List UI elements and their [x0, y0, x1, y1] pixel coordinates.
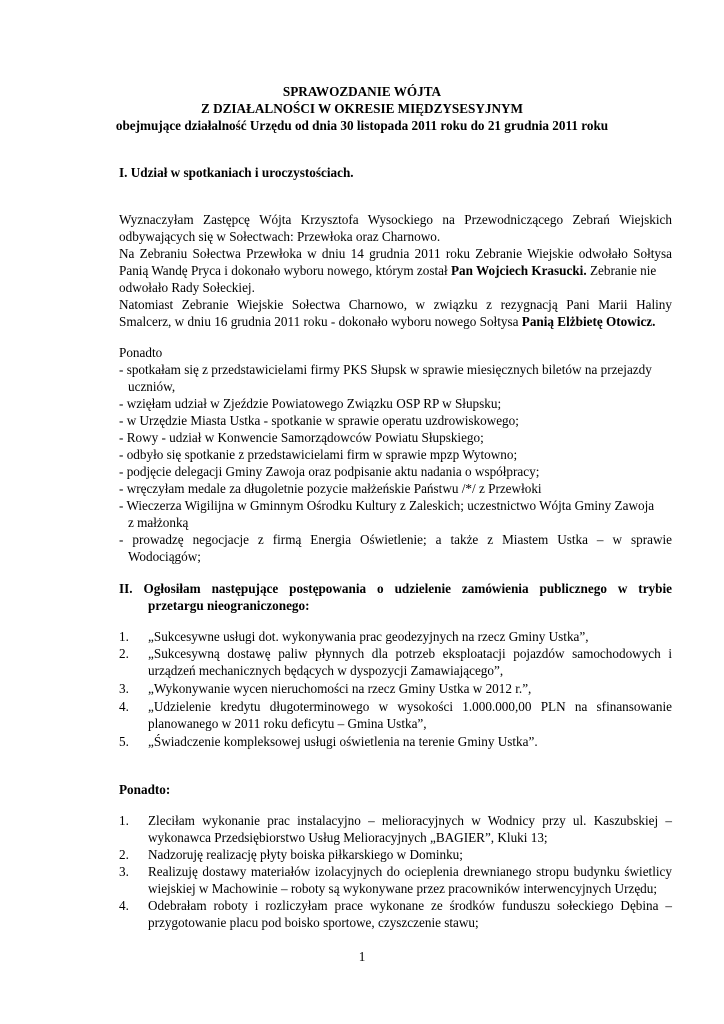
procurement-item: „Udzielenie kredytu długoterminowego w wysokości 1.000.000,00 PLN na sfinansowanie: [148, 699, 672, 714]
item-number: 4.: [119, 699, 129, 714]
page-number: 1: [358, 949, 366, 964]
new-soltys-name: Pan Wojciech Krasucki.: [450, 263, 587, 278]
task-item: Nadzoruję realizację płyty boiska piłkarskiego w Dominku;: [148, 847, 463, 862]
list-item: - w Urzędzie Miasta Ustka - spotkanie w sprawie operatu uzdrowiskowego;: [119, 413, 519, 428]
document-period: obejmujące działalność Urzędu od dnia 30 listopada 2011 roku do 21 grudnia 2011 roku: [115, 118, 609, 133]
document-title: SPRAWOZDANIE WÓJTA: [282, 84, 442, 99]
section2-heading: II. Ogłosiłam następujące postępowania o udzielenie zamówienia publicznego w trybie: [119, 581, 672, 596]
item-number: 2.: [119, 847, 129, 862]
new-soltys-name-2: Panią Elżbietę Otowicz.: [521, 314, 656, 329]
list-item: - podjęcie delegacji Gminy Zawoja oraz podpisanie aktu nadania o współpracy;: [119, 464, 540, 479]
list-item-continuation: z małżonką: [128, 515, 189, 530]
item-number: 5.: [119, 734, 129, 749]
item-number: 3.: [119, 864, 129, 879]
task-item: Zleciłam wykonanie prac instalacyjno – melioracyjnych w Wodnicy przy ul. Kaszubskiej –: [148, 813, 672, 828]
paragraph-line: Na Zebraniu Sołectwa Przewłoka w dniu 14 grudnia 2011 roku Zebranie Wiejskie odwołało Sołtysa: [119, 246, 672, 261]
procurement-item: „Sukcesywne usługi dot. wykonywania prac geodezyjnych na rzecz Gminy Ustka”,: [148, 629, 589, 644]
paragraph-line: odbywających się w Sołectwach: Przewłoka oraz Charnowo.: [119, 229, 441, 244]
list-item: - Wieczerza Wigilijna w Gminnym Ośrodku Kultury z Zaleskich; uczestnictwo Wójta Gminy Zawoja: [119, 498, 655, 513]
task-item-continuation: wiejskiej w Machowinie – roboty są wykonywane przez pracowników interwencyjnych Urzędu;: [148, 881, 658, 896]
list-item: - wręczyłam medale za długoletnie pozycie małżeńskie Państwu /*/ z Przewłoki: [119, 481, 542, 496]
list-item: - prowadzę negocjacje z firmą Energia Oświetlenie; a także z Miastem Ustka – w sprawie: [119, 532, 672, 547]
paragraph-line: Natomiast Zebranie Wiejskie Sołectwa Charnowo, w związku z rezygnacją Pani Marii Haliny: [119, 297, 672, 312]
procurement-item: „Sukcesywną dostawę paliw płynnych dla potrzeb eksploatacji pojazdów samochodowych i: [148, 646, 672, 661]
item-number: 1.: [119, 813, 129, 828]
item-number: 2.: [119, 646, 129, 661]
section3-heading: Ponadto:: [119, 782, 171, 797]
procurement-item-continuation: planowanego w 2011 roku deficytu – Gmina Ustka”,: [148, 716, 427, 731]
paragraph-line: Panią Wandę Pryca i dokonało wyboru nowego, którym został Pan Wojciech Krasucki. Zebranie nie: [119, 263, 657, 278]
paragraph-line: Wyznaczyłam Zastępcę Wójta Krzysztofa Wysockiego na Przewodniczącego Zebrań Wiejskich: [119, 212, 672, 227]
paragraph-line: odwołało Rady Sołeckiej.: [119, 280, 255, 295]
task-item: Realizuję dostawy materiałów izolacyjnych do ocieplenia drewnianego stropu budynku świetlicy: [148, 864, 672, 879]
ponadto-label: Ponadto: [119, 345, 163, 360]
task-item: Odebrałam roboty i rozliczyłam prace wykonane ze środków funduszu sołeckiego Dębina –: [148, 898, 672, 913]
list-item: - odbyło się spotkanie z przedstawicielami firm w sprawie mpzp Wytowno;: [119, 447, 518, 462]
item-number: 3.: [119, 681, 129, 696]
task-item-continuation: wykonawca Przedsiębiorstwo Usług Melioracyjnych „BAGIER”, Kluki 13;: [148, 830, 548, 845]
task-item-continuation: przygotowanie placu pod boisko sportowe, czyszczenie stawu;: [148, 915, 479, 930]
section2-heading-continued: przetargu nieograniczonego:: [148, 598, 310, 613]
paragraph-line: Smalcerz, w dniu 16 grudnia 2011 roku - dokonało wyboru nowego Sołtysa Panią Elżbietę Otowicz.: [119, 314, 656, 329]
list-item-continuation: uczniów,: [128, 379, 176, 394]
list-item: - spotkałam się z przedstawicielami firmy PKS Słupsk w sprawie miesięcznych biletów na przejazdy: [119, 362, 652, 377]
item-number: 1.: [119, 629, 129, 644]
item-number: 4.: [119, 898, 129, 913]
section1-heading: I. Udział w spotkaniach i uroczystościach.: [119, 165, 354, 180]
procurement-item-continuation: urządzeń mechanicznych będących w dyspozycji Zamawiającego”,: [148, 663, 504, 678]
procurement-item: „Świadczenie kompleksowej usługi oświetlenia na terenie Gminy Ustka”.: [148, 734, 538, 749]
procurement-item: „Wykonywanie wycen nieruchomości na rzecz Gminy Ustka w 2012 r.”,: [148, 681, 532, 696]
list-item-continuation: Wodociągów;: [128, 549, 201, 564]
document-subtitle: Z DZIAŁALNOŚCI W OKRESIE MIĘDZYSESYJNYM: [201, 101, 523, 116]
list-item: - Rowy - udział w Konwencie Samorządowców Powiatu Słupskiego;: [119, 430, 484, 445]
list-item: - wzięłam udział w Zjeździe Powiatowego Związku OSP RP w Słupsku;: [119, 396, 502, 411]
